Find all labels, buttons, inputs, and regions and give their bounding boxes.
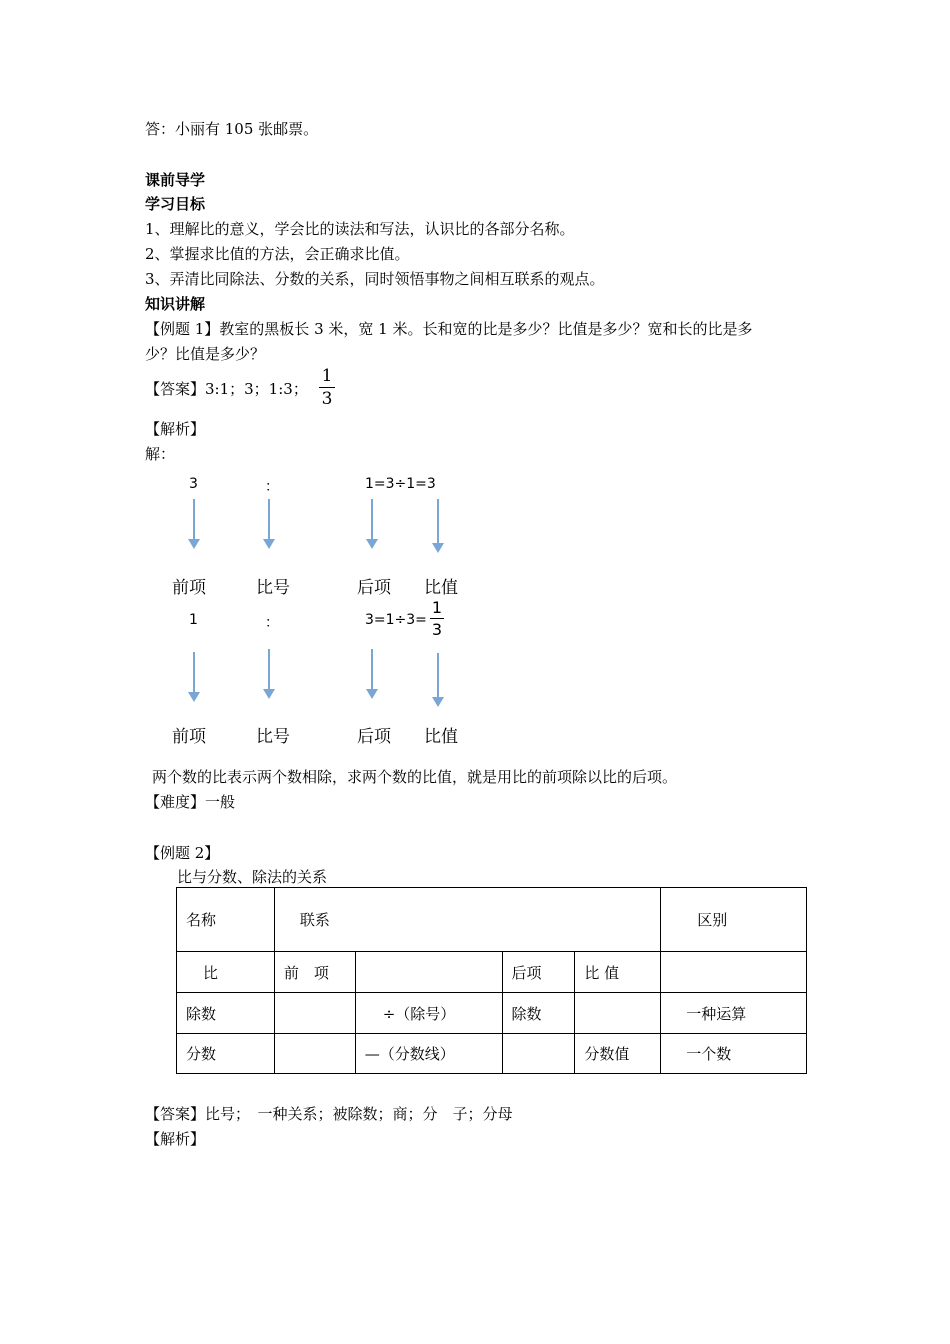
fraction-denominator: 3	[431, 620, 443, 639]
diagram1-colon: ：	[265, 479, 279, 495]
solution-label: 解：	[145, 445, 176, 463]
diagram1-front-term: 3	[189, 476, 198, 492]
example1-difficulty: 【难度】一般	[145, 793, 236, 811]
arrow-down-icon	[193, 652, 195, 694]
table-cell: 后项	[502, 952, 575, 993]
arrow-down-icon	[193, 499, 195, 541]
example2-subtitle: 比与分数、除法的关系	[177, 868, 328, 886]
arrow-down-icon	[437, 653, 439, 699]
table-cell: 分数	[177, 1034, 275, 1074]
example1-question-line2: 少？比值是多少？	[145, 345, 266, 363]
fraction-denominator: 3	[321, 389, 333, 409]
diagram2-back-term: 3=1÷3=	[365, 612, 427, 628]
arrow-down-icon	[437, 499, 439, 545]
example2-answer: 【答案】比号； 一种关系；被除数；商；分 子；分母	[145, 1105, 513, 1123]
table-cell	[502, 1034, 575, 1074]
knowledge-title: 知识讲解	[145, 295, 206, 313]
table-cell	[661, 952, 807, 993]
table-header-cell: 名称	[177, 888, 275, 952]
label-back-term: 后项	[357, 727, 391, 747]
label-ratio-sign: 比号	[256, 727, 290, 747]
section-title: 课前导学	[145, 171, 206, 189]
diagram2-value-fraction	[430, 598, 444, 639]
fraction-numerator: 1	[431, 598, 443, 617]
relation-table	[176, 887, 807, 1074]
example2-title: 【例题 2】	[145, 844, 220, 862]
example1-answer: 【答案】3:1；3；1:3；	[145, 380, 308, 398]
arrow-down-icon	[371, 499, 373, 541]
example1-analysis-label: 【解析】	[145, 420, 206, 438]
label-front-term: 前项	[172, 578, 206, 598]
example1-question-line1: 【例题 1】教室的黑板长 3 米，宽 1 米。长和宽的比是多少？比值是多少？宽和长的比是多	[145, 320, 753, 338]
goals-title: 学习目标	[145, 195, 206, 213]
table-cell: —（分数线）	[355, 1034, 502, 1074]
table-cell: 除数	[177, 993, 275, 1034]
label-ratio-value: 比值	[424, 578, 458, 598]
table-header-row	[177, 888, 807, 952]
label-ratio-value: 比值	[424, 727, 458, 747]
goal-item: 3、弄清比同除法、分数的关系，同时领悟事物之间相互联系的观点。	[145, 270, 605, 288]
table-cell: 除数	[502, 993, 575, 1034]
label-ratio-sign: 比号	[256, 578, 290, 598]
goal-item: 1、理解比的意义，学会比的读法和写法，认识比的各部分名称。	[145, 220, 575, 238]
diagram2-front-term: 1	[189, 612, 198, 628]
example1-conclusion: 两个数的比表示两个数相除，求两个数的比值，就是用比的前项除以比的后项。	[152, 768, 678, 786]
table-cell: 分数值	[575, 1034, 661, 1074]
table-cell: 前 项	[274, 952, 355, 993]
example2-analysis-label: 【解析】	[145, 1130, 206, 1148]
table-cell	[575, 993, 661, 1034]
arrow-down-icon	[268, 499, 270, 541]
diagram1-back-term: 1=3÷1=3	[365, 476, 436, 492]
table-cell: 比 值	[575, 952, 661, 993]
table-header-cell: 联系	[274, 888, 660, 952]
table-cell: 一种运算	[661, 993, 807, 1034]
table-row	[177, 1034, 807, 1074]
diagram2-colon: ：	[265, 615, 279, 631]
table-cell: 比	[177, 952, 275, 993]
table-cell	[274, 993, 355, 1034]
table-cell	[274, 1034, 355, 1074]
arrow-down-icon	[268, 649, 270, 691]
table-cell: ÷（除号）	[355, 993, 502, 1034]
previous-answer: 答：小丽有 105 张邮票。	[145, 120, 319, 138]
table-row	[177, 993, 807, 1034]
table-header-cell: 区别	[661, 888, 807, 952]
arrow-down-icon	[371, 649, 373, 691]
table-cell: 一个数	[661, 1034, 807, 1074]
answer-fraction	[319, 366, 335, 409]
table-row	[177, 952, 807, 993]
label-back-term: 后项	[357, 578, 391, 598]
goal-item: 2、掌握求比值的方法，会正确求比值。	[145, 245, 410, 263]
fraction-numerator: 1	[321, 366, 333, 386]
label-front-term: 前项	[172, 727, 206, 747]
table-cell	[355, 952, 502, 993]
